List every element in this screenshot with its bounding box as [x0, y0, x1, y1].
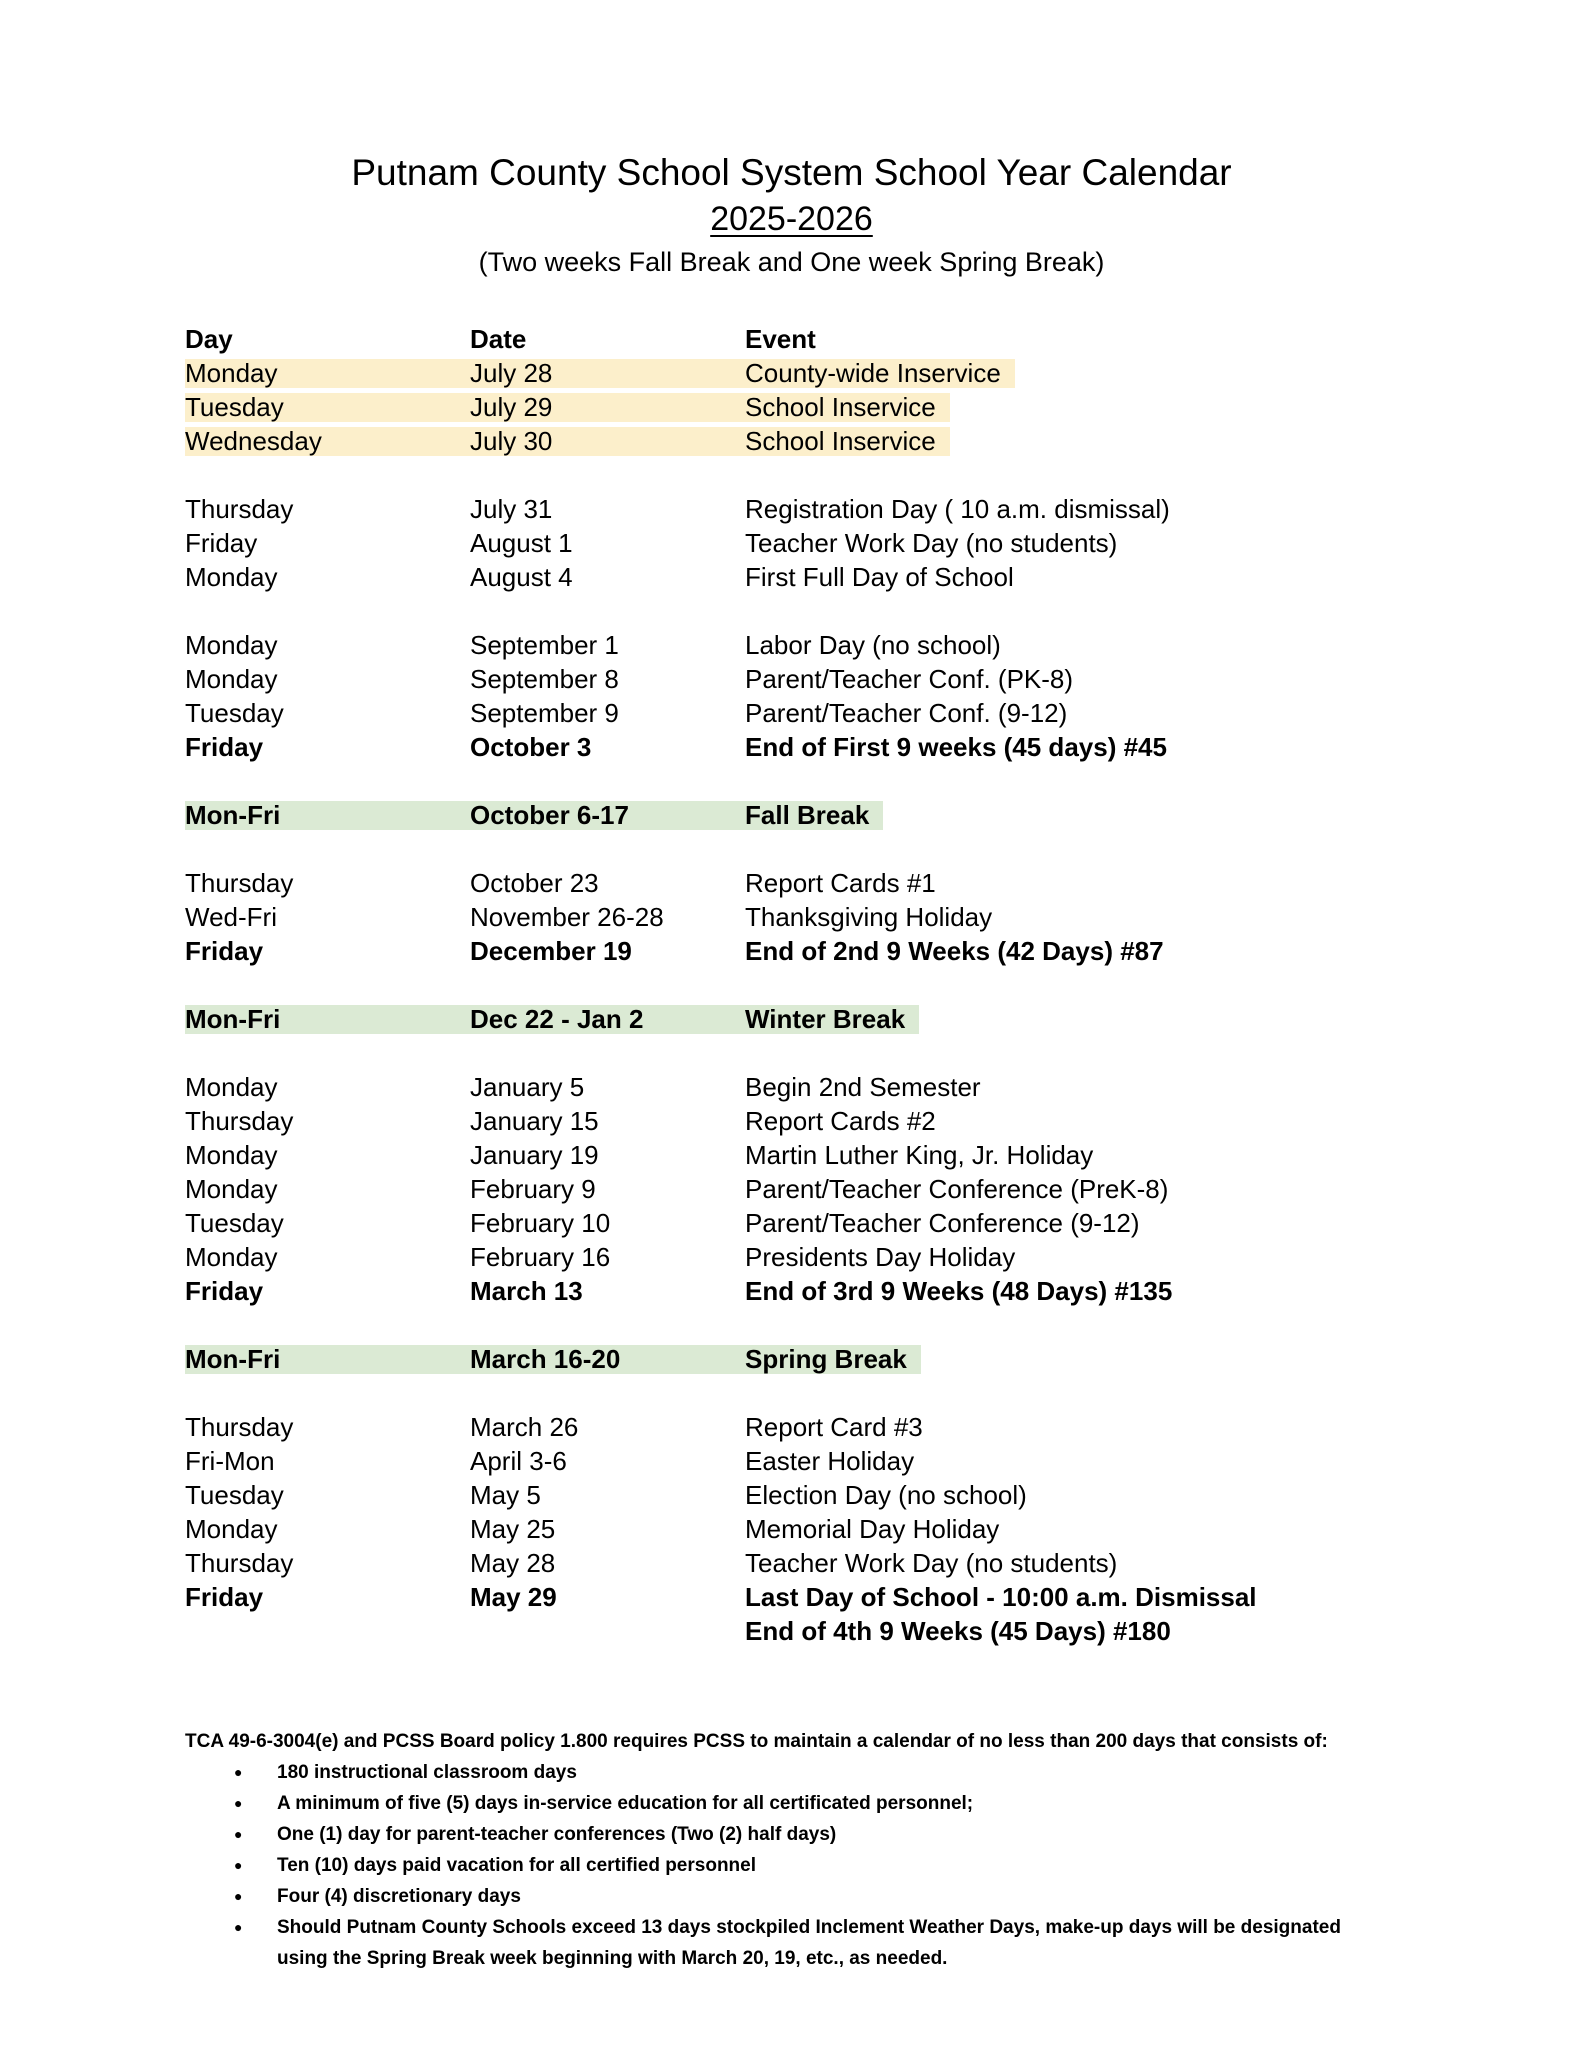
bullet-icon: ● [234, 1888, 243, 1904]
day-cell: Monday [185, 1139, 278, 1170]
bullet-text: Four (4) discretionary days [277, 1886, 521, 1907]
row-spacer [185, 968, 1583, 1002]
day-cell: Monday [185, 629, 278, 660]
date-cell: March 13 [470, 1275, 583, 1306]
table-row [185, 424, 1583, 458]
table-row [185, 798, 1583, 832]
row-spacer [185, 1376, 1583, 1410]
footer-notes [185, 1726, 1583, 1974]
event-cell [745, 393, 950, 422]
table-row [185, 866, 1583, 900]
event-cell [745, 1481, 1027, 1510]
header-event [745, 325, 816, 354]
date-cell: September 1 [470, 629, 619, 660]
bullet-text: Should Putnam County Schools exceed 13 days stockpiled Inclement Weather Days, make-up days will be designated using the Spring Break week beginning with March 20, 19, etc., as needed. [277, 1917, 1341, 1969]
event-label: Presidents Day Holiday [745, 1241, 1016, 1272]
event-label: Fall Break [745, 801, 883, 830]
event-cell [745, 563, 1014, 592]
table-row [185, 1342, 1583, 1376]
table-row [185, 492, 1583, 526]
table-row [185, 1444, 1583, 1478]
day-cell: Fri-Mon [185, 1445, 275, 1476]
bullet-text: One (1) day for parent-teacher conferences (Two (2) half days) [277, 1824, 837, 1845]
header-day: Day [185, 323, 233, 354]
event-cell [745, 1277, 1172, 1306]
event-cell [745, 529, 1117, 558]
date-cell: Dec 22 - Jan 2 [470, 1005, 745, 1034]
day-cell: Tuesday [185, 697, 284, 728]
event-cell [745, 1617, 1171, 1646]
event-label: School Inservice [745, 393, 950, 422]
table-row [185, 628, 1583, 662]
footer-bullet-item [185, 1912, 1583, 1974]
event-label: End of 3rd 9 Weeks (48 Days) #135 [745, 1275, 1173, 1306]
event-cell [745, 1175, 1168, 1204]
table-row [185, 1546, 1583, 1580]
event-label: Begin 2nd Semester [745, 1071, 981, 1102]
date-cell: July 31 [470, 493, 553, 524]
footer-bullet-item [185, 1819, 1583, 1850]
event-label: County-wide Inservice [745, 359, 1015, 388]
row-spacer [185, 832, 1583, 866]
bullet-text: A minimum of five (5) days in-service education for all certificated personnel; [277, 1793, 974, 1814]
footer-intro: TCA 49-6-3004(e) and PCSS Board policy 1.800 requires PCSS to maintain a calendar of no less than 200 days that consists of: [185, 1731, 1328, 1752]
table-row [185, 356, 1583, 390]
table-row [185, 934, 1583, 968]
table-row [185, 696, 1583, 730]
event-cell [745, 1515, 999, 1544]
row-spacer [185, 594, 1583, 628]
calendar-table [185, 322, 1583, 1648]
table-row [185, 560, 1583, 594]
event-cell [745, 733, 1167, 762]
date-cell: January 15 [470, 1105, 599, 1136]
event-label: Parent/Teacher Conference (9-12) [745, 1207, 1140, 1238]
footer-bullet-item [185, 1850, 1583, 1881]
event-cell [745, 1549, 1117, 1578]
event-label: Parent/Teacher Conf. (PK-8) [745, 663, 1074, 694]
event-cell [745, 1243, 1015, 1272]
day-cell: Thursday [185, 1105, 294, 1136]
event-cell [745, 869, 936, 898]
event-cell [745, 1005, 919, 1034]
date-cell: October 6-17 [470, 801, 745, 830]
footer-bullet-item [185, 1788, 1583, 1819]
event-cell [745, 665, 1073, 694]
event-cell [745, 1073, 981, 1102]
table-row [185, 1274, 1583, 1308]
event-cell [745, 1413, 923, 1442]
event-label: Martin Luther King, Jr. Holiday [745, 1139, 1094, 1170]
day-cell: Tuesday [185, 1207, 284, 1238]
date-cell: January 19 [470, 1139, 599, 1170]
event-label: End of First 9 weeks (45 days) #45 [745, 731, 1167, 762]
row-spacer [185, 1308, 1583, 1342]
day-cell: Friday [185, 731, 264, 762]
header-event-label: Event [745, 323, 816, 354]
event-cell [745, 937, 1164, 966]
date-cell: May 5 [470, 1479, 541, 1510]
table-row [185, 1410, 1583, 1444]
date-cell: March 16-20 [470, 1345, 745, 1374]
event-label: Report Cards #1 [745, 867, 936, 898]
event-label: Election Day (no school) [745, 1479, 1027, 1510]
page-subtitle: (Two weeks Fall Break and One week Spring Break) [478, 247, 1105, 277]
date-cell: March 26 [470, 1411, 579, 1442]
table-row [185, 730, 1583, 764]
event-cell [745, 699, 1067, 728]
table-row [185, 1206, 1583, 1240]
bullet-icon: ● [234, 1764, 243, 1780]
table-row [185, 1070, 1583, 1104]
row-spacer [185, 1036, 1583, 1070]
event-label: Report Cards #2 [745, 1105, 936, 1136]
date-cell: April 3-6 [470, 1445, 567, 1476]
bullet-icon: ● [234, 1826, 243, 1842]
table-header-row [185, 322, 1583, 356]
event-label: Report Card #3 [745, 1411, 923, 1442]
date-cell: December 19 [470, 935, 632, 966]
day-cell: Friday [185, 935, 264, 966]
day-cell: Tuesday [185, 1479, 284, 1510]
day-cell: Friday [185, 1581, 264, 1612]
footer-bullet-item [185, 1881, 1583, 1912]
day-cell: Mon-Fri [185, 1345, 470, 1374]
page-title: Putnam County School System School Year Calendar [351, 152, 1232, 193]
event-cell [745, 495, 1170, 524]
event-label: First Full Day of School [745, 561, 1014, 592]
day-cell: Thursday [185, 867, 294, 898]
table-row [185, 900, 1583, 934]
table-row [185, 1512, 1583, 1546]
day-cell: Tuesday [185, 393, 470, 422]
date-cell: February 9 [470, 1173, 596, 1204]
table-row [185, 1580, 1583, 1614]
event-label: School Inservice [745, 427, 950, 456]
event-cell [745, 1345, 921, 1374]
header-date: Date [470, 323, 527, 354]
date-cell: October 3 [470, 731, 592, 762]
day-cell: Mon-Fri [185, 1005, 470, 1034]
date-cell: February 10 [470, 1207, 611, 1238]
date-cell: July 30 [470, 427, 745, 456]
date-cell: October 23 [470, 867, 599, 898]
date-cell: May 28 [470, 1547, 556, 1578]
day-cell: Monday [185, 561, 278, 592]
date-cell: February 16 [470, 1241, 611, 1272]
event-label: Teacher Work Day (no students) [745, 1547, 1118, 1578]
event-label: End of 2nd 9 Weeks (42 Days) #87 [745, 935, 1164, 966]
bullet-text: Ten (10) days paid vacation for all certified personnel [277, 1855, 756, 1876]
day-cell: Monday [185, 1241, 278, 1272]
date-cell: November 26-28 [470, 901, 664, 932]
event-cell [745, 801, 883, 830]
day-cell: Monday [185, 1071, 278, 1102]
event-cell [745, 1141, 1093, 1170]
date-cell: January 5 [470, 1071, 585, 1102]
day-cell [185, 1617, 470, 1646]
day-cell: Monday [185, 359, 470, 388]
date-cell: September 9 [470, 697, 619, 728]
table-row [185, 1240, 1583, 1274]
day-cell: Thursday [185, 1411, 294, 1442]
bullet-icon: ● [234, 1857, 243, 1873]
bullet-text: 180 instructional classroom days [277, 1762, 577, 1783]
bullet-icon: ● [234, 1919, 243, 1935]
date-cell: May 25 [470, 1513, 556, 1544]
event-label: Last Day of School - 10:00 a.m. Dismissal [745, 1581, 1257, 1612]
day-cell: Friday [185, 527, 258, 558]
date-cell: September 8 [470, 663, 619, 694]
event-cell [745, 1209, 1140, 1238]
day-cell: Friday [185, 1275, 264, 1306]
footer-bullet-item [185, 1757, 1583, 1788]
event-cell [745, 359, 1015, 388]
date-cell: July 29 [470, 393, 745, 422]
row-spacer [185, 764, 1583, 798]
event-cell [745, 903, 992, 932]
day-cell: Monday [185, 1173, 278, 1204]
table-row [185, 1172, 1583, 1206]
date-cell [470, 1617, 745, 1646]
event-cell [745, 1447, 914, 1476]
day-cell: Mon-Fri [185, 801, 470, 830]
event-label: Winter Break [745, 1005, 919, 1034]
day-cell: Thursday [185, 493, 294, 524]
day-cell: Monday [185, 663, 278, 694]
date-cell: July 28 [470, 359, 745, 388]
table-row [185, 1002, 1583, 1036]
event-label: Thanksgiving Holiday [745, 901, 993, 932]
event-label: Spring Break [745, 1345, 921, 1374]
table-row [185, 1104, 1583, 1138]
school-year: 2025-2026 [710, 200, 873, 238]
date-cell: August 4 [470, 561, 573, 592]
event-label: Labor Day (no school) [745, 629, 1001, 660]
table-row [185, 1614, 1583, 1648]
event-label: Easter Holiday [745, 1445, 915, 1476]
table-row [185, 662, 1583, 696]
event-label: Registration Day ( 10 a.m. dismissal) [745, 493, 1170, 524]
event-label: Parent/Teacher Conference (PreK-8) [745, 1173, 1169, 1204]
event-label: Parent/Teacher Conf. (9-12) [745, 697, 1068, 728]
date-cell: May 29 [470, 1581, 557, 1612]
event-label: Memorial Day Holiday [745, 1513, 1000, 1544]
row-spacer [185, 458, 1583, 492]
event-label: Teacher Work Day (no students) [745, 527, 1118, 558]
event-cell [745, 1107, 936, 1136]
table-row [185, 1478, 1583, 1512]
event-cell [745, 1583, 1257, 1612]
day-cell: Wed-Fri [185, 901, 277, 932]
event-label: End of 4th 9 Weeks (45 Days) #180 [745, 1615, 1171, 1646]
day-cell: Thursday [185, 1547, 294, 1578]
bullet-icon: ● [234, 1795, 243, 1811]
table-row [185, 1138, 1583, 1172]
event-cell [745, 427, 950, 456]
event-cell [745, 631, 1001, 660]
title-block [0, 0, 1583, 282]
date-cell: August 1 [470, 527, 573, 558]
table-row [185, 390, 1583, 424]
table-row [185, 526, 1583, 560]
day-cell: Monday [185, 1513, 278, 1544]
day-cell: Wednesday [185, 427, 470, 456]
